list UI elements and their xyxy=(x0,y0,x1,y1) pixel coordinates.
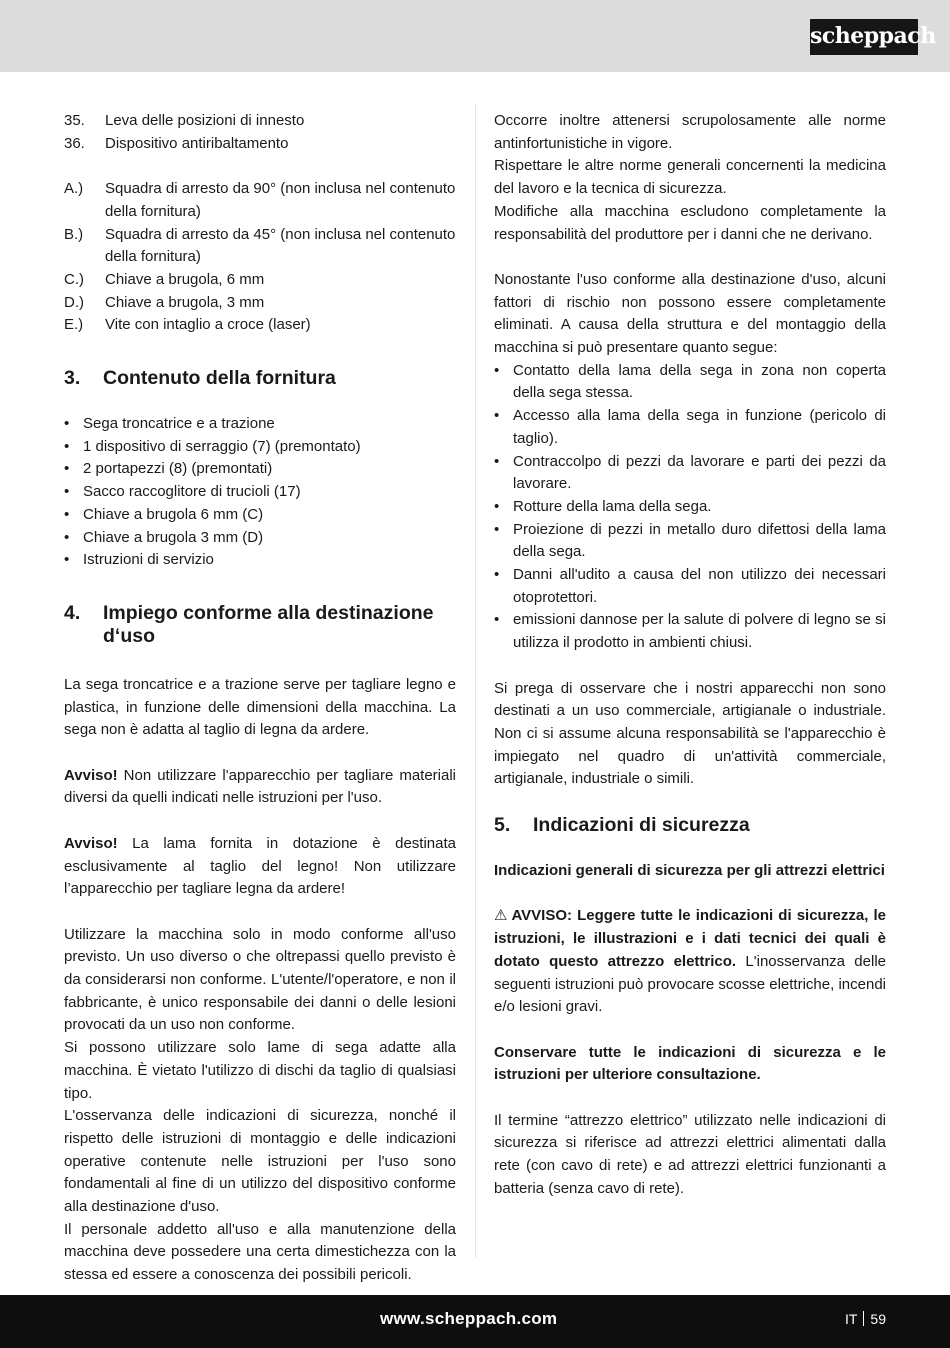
item-text: Leva delle posizioni di innesto xyxy=(105,112,305,129)
list-item xyxy=(64,269,456,292)
item-number: A.) xyxy=(64,180,84,198)
list-item xyxy=(64,292,456,315)
item-number: E.) xyxy=(64,316,84,334)
section-3-heading xyxy=(64,367,456,390)
column-divider xyxy=(475,104,476,1258)
parts-list xyxy=(64,110,456,155)
list-item: • Chiave a brugola 3 mm (D) xyxy=(64,528,264,546)
paragraph: Rispettare le altre norme generali concernenti la medicina del lavoro e la tecnica di sicurezza. xyxy=(494,157,886,198)
warning-label: Avviso! xyxy=(64,766,118,784)
paragraph: Il termine “attrezzo elettrico” utilizzato nelle indicazioni di sicurezza si riferisce ad attrezzi elettrici alimentati dalla rete (con cavo di rete) e ad attrezzi elettrici funzionanti a batteria (senza cavo di rete). xyxy=(494,1111,886,1197)
paragraph: L'osservanza delle indicazioni di sicurezza, nonché il rispetto delle istruzioni di montaggio e delle indicazioni operative contenute nelle istruzioni per l'uso sono fondamentali al fine di un utilizzo del dispositivo conforme alla destinazione d'uso. xyxy=(64,1107,456,1216)
item-text: Dispositivo antiribaltamento xyxy=(105,134,289,152)
item-number: C.) xyxy=(64,270,84,288)
list-item xyxy=(64,224,456,269)
accessories-list xyxy=(64,178,456,337)
item-number: D.) xyxy=(64,293,84,311)
scheppach-logo: scheppach xyxy=(810,19,918,55)
language-code: IT xyxy=(844,1311,858,1327)
list-item: • 1 dispositivo di serraggio (7) (premontato) xyxy=(64,437,361,455)
section-5-heading xyxy=(494,814,886,837)
item-number: 36. xyxy=(64,134,85,152)
warning-label: Avviso! xyxy=(64,834,118,852)
list-item: • emissioni dannose per la salute di polvere di legno se si utilizza il prodotto in ambienti chiusi. xyxy=(494,611,886,652)
delivery-contents-list xyxy=(64,413,456,572)
left-column xyxy=(64,110,456,1287)
paragraph: Si prega di osservare che i nostri apparecchi non sono destinati a un uso commerciale, artigianale o industriale. Non ci si assume alcuna responsabilità se l'apparecchio è impiegato nel quadro di un'attività commerciale, artigianale, industriale o simili. xyxy=(494,679,886,788)
list-item: • Contatto della lama della sega in zona non coperta della sega stessa. xyxy=(494,361,886,402)
risk-list xyxy=(494,360,886,655)
list-item: • Danni all'udito a causa del non utilizzo dei necessari otoprotettori. xyxy=(494,566,886,606)
warning-triangle-icon: ⚠ xyxy=(494,907,508,925)
section-number: 4. xyxy=(64,601,81,624)
paragraph: Utilizzare la macchina solo in modo conforme all'uso previsto. Un uso diverso o che oltrepassi quello previsto è da considerarsi non conforme. L'utente/l'operatore, e non il fabbricante, è unico responsabile dei danni o delle lesioni provocati da un uso non conforme. xyxy=(64,925,456,1034)
list-item: • Accesso alla lama della sega in funzione (pericolo di taglio). xyxy=(494,407,886,447)
paragraph: Occorre inoltre attenersi scrupolosamente alle norme antinfortunistiche in vigore. xyxy=(494,112,886,152)
paragraph: Si possono utilizzare solo lame di sega adatte alla macchina. È vietato l'utilizzo di dischi da taglio di qualsiasi tipo. xyxy=(64,1039,456,1102)
section-title: Impiego conforme alla destinazione d‘uso xyxy=(103,601,434,647)
warning-paragraph: Avviso! La lama fornita in dotazione è destinata esclusivamente al taglio del legno! Non utilizzare l’apparecchio per tagliare legna da ardere! xyxy=(64,834,456,898)
item-number: 35. xyxy=(64,112,85,129)
section-title: Contenuto della fornitura xyxy=(103,367,336,390)
item-text: Squadra di arresto da 45° (non inclusa nel contenuto della fornitura) xyxy=(105,225,456,266)
page-indicator xyxy=(845,1295,886,1343)
paragraph: Il personale addetto all'uso e alla manutenzione della macchina deve possedere una certa dimestichezza con la stessa ed essere a conoscenza dei possibili pericoli. xyxy=(64,1220,456,1284)
keep-instructions: Conservare tutte le indicazioni di sicurezza e le istruzioni per ulteriore consultazione. xyxy=(494,1043,886,1084)
section-number: 5. xyxy=(494,814,511,837)
header-band xyxy=(0,0,950,72)
list-item: • Contraccolpo di pezzi da lavorare e parti dei pezzi da lavorare. xyxy=(494,452,886,493)
paragraph: La sega troncatrice e a trazione serve per tagliare legno e plastica, in funzione delle dimensioni della macchina. La sega non è adatta al taglio di legna da ardere. xyxy=(64,675,456,739)
section-4-heading xyxy=(64,602,456,648)
website-link[interactable]: www.scheppach.com xyxy=(380,1309,558,1328)
list-item xyxy=(64,110,456,133)
list-item: • Rotture della lama della sega. xyxy=(494,497,712,515)
item-number: B.) xyxy=(64,225,84,243)
list-item: • Istruzioni di servizio xyxy=(64,551,214,569)
list-item: • Chiave a brugola 6 mm (C) xyxy=(64,505,264,523)
section-title: Indicazioni di sicurezza xyxy=(533,814,750,837)
item-text: Chiave a brugola, 3 mm xyxy=(105,293,265,311)
list-item xyxy=(64,178,456,223)
list-item: • 2 portapezzi (8) (premontati) xyxy=(64,460,273,478)
page-number: 59 xyxy=(870,1311,886,1327)
list-item: • Proiezione di pezzi in metallo duro difettosi della lama della sega. xyxy=(494,520,886,561)
subheading: Indicazioni generali di sicurezza per gli attrezzi elettrici xyxy=(494,862,885,880)
list-item: • Sega troncatrice e a trazione xyxy=(64,415,275,433)
paragraph: Modifiche alla macchina escludono completamente la responsabilità del produttore per i danni che ne derivano. xyxy=(494,202,886,243)
item-text: Chiave a brugola, 6 mm xyxy=(105,270,265,288)
item-text: Squadra di arresto da 90° (non inclusa nel contenuto della fornitura) xyxy=(105,180,456,220)
warning-paragraph: ⚠ AVVISO: Leggere tutte le indicazioni di sicurezza, le istruzioni, le illustrazioni e i dati tecnici dei quali è dotato questo attrezzo elettrico. L'inosservanza delle seguenti istruzioni può provocare scosse elettriche, incendi e/o lesioni gravi. xyxy=(494,907,886,1016)
list-item: • Sacco raccoglitore di trucioli (17) xyxy=(64,483,301,501)
list-item xyxy=(64,314,456,337)
item-text: Vite con intaglio a croce (laser) xyxy=(105,316,311,334)
footer-bar xyxy=(0,1295,950,1348)
paragraph: Nonostante l'uso conforme alla destinazione d'uso, alcuni fattori di rischio non possono essere completamente eliminati. A causa della struttura e del montaggio della macchina si può presentare quanto segue: xyxy=(494,270,886,357)
right-column xyxy=(494,110,886,1201)
warning-paragraph: Avviso! Non utilizzare l'apparecchio per tagliare materiali diversi da quelli indicati nelle istruzioni per l'uso. xyxy=(64,766,456,807)
list-item xyxy=(64,133,456,156)
section-number: 3. xyxy=(64,367,81,390)
